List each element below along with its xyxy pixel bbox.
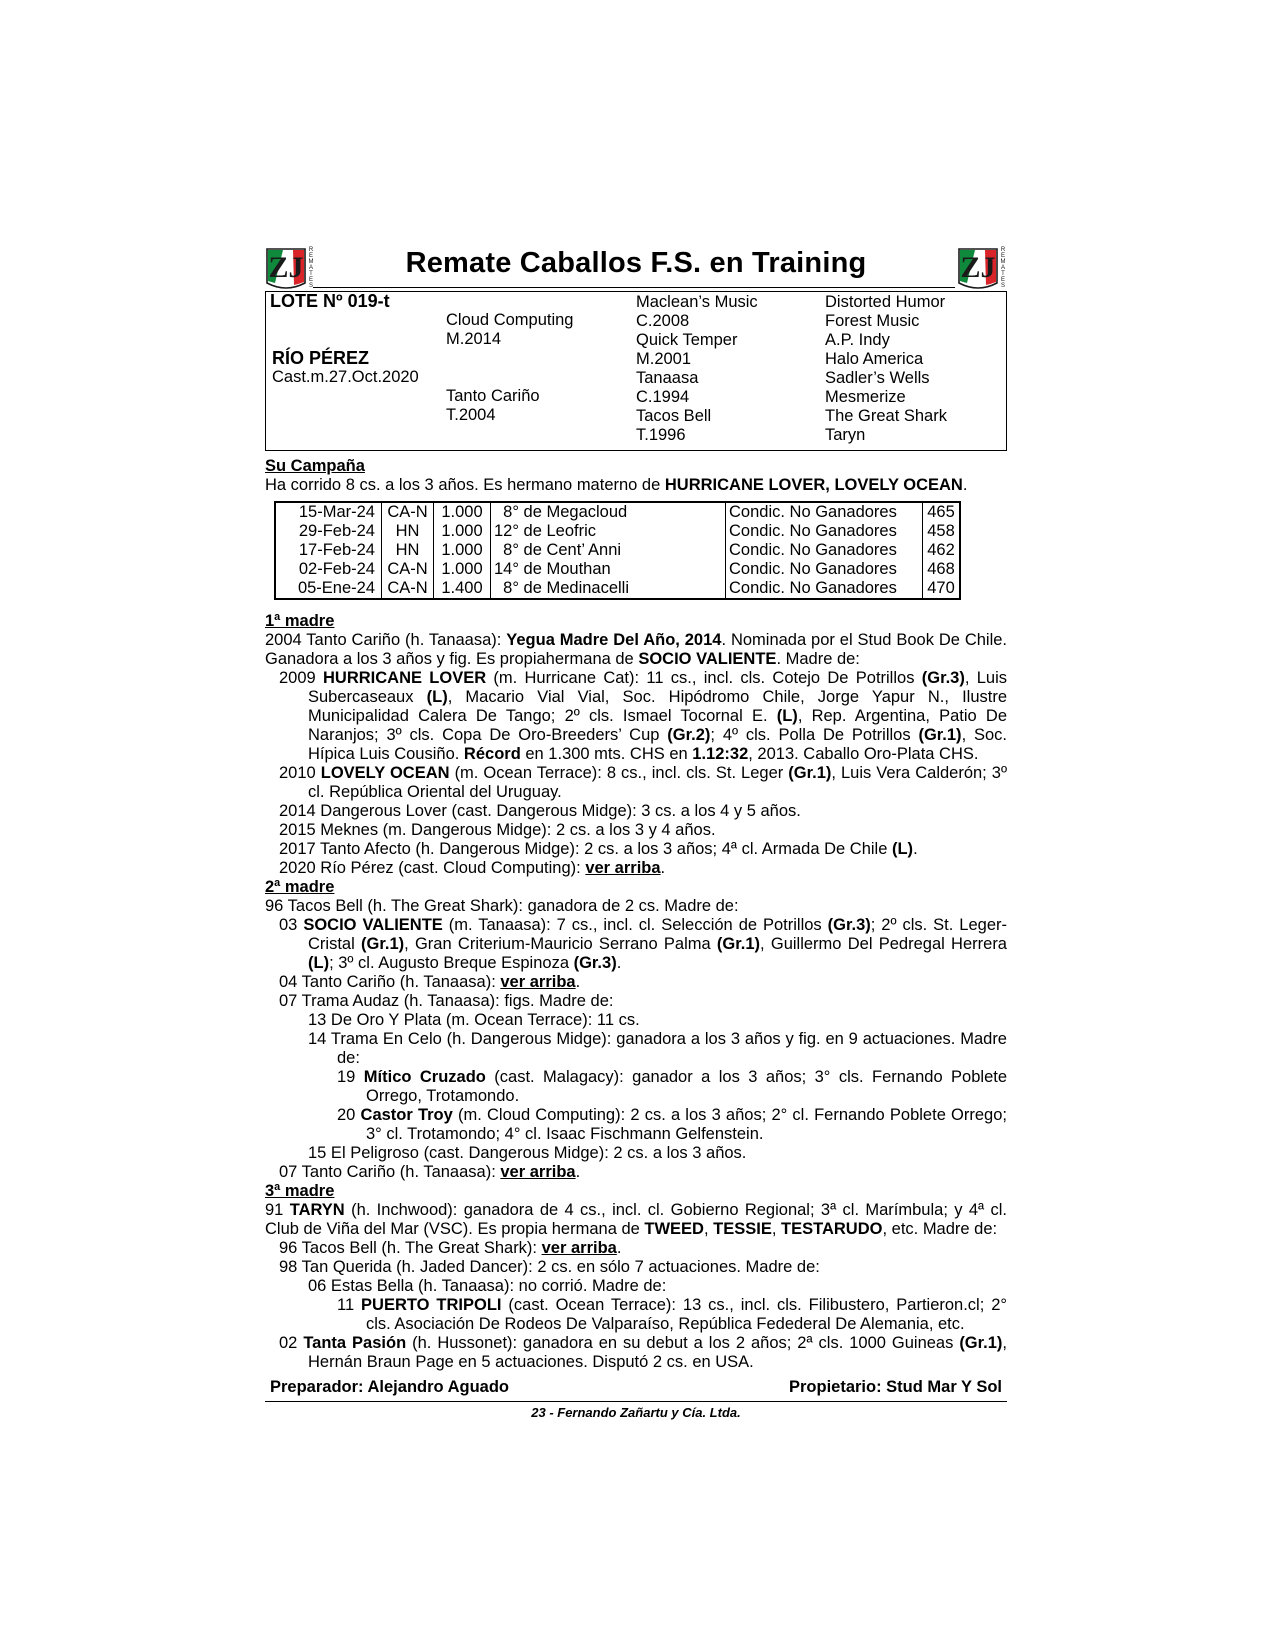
svg-text:ZJ: ZJ — [268, 251, 304, 284]
produce-entry: 13 De Oro Y Plata (m. Ocean Terrace): 11 cs. — [308, 1011, 640, 1029]
third-dam-heading: 3ª madre — [265, 1182, 335, 1200]
campaign-heading: Su Campaña — [265, 457, 365, 475]
produce-entry: 14 Trama En Celo (h. Dangerous Midge): ganadora a los 3 años y fig. en 9 actuaciones. Madre de: — [308, 1030, 1007, 1067]
produce-entry: 2017 Tanto Afecto (h. Dangerous Midge): 2 cs. a los 3 años; 4ª cl. Armada De Chile (L). — [279, 840, 918, 858]
ver-arriba-link[interactable]: ver arriba — [585, 859, 661, 877]
race-date: 05-Ene-24 — [297, 579, 375, 597]
svg-text:T: T — [1001, 271, 1005, 277]
third-dam-section — [265, 1182, 1007, 1372]
produce-entry: 19 Mítico Cruzado (cast. Malagacy): ganador a los 3 años; 3° cls. Fernando Poblete Orrego, Trotamondo. — [337, 1068, 1008, 1105]
svg-text:E: E — [1000, 253, 1006, 259]
grandparent-1: Distorted Humor — [825, 293, 946, 311]
trainer: Preparador: Alejandro Aguado — [270, 1378, 509, 1396]
race-distance: 1.000 — [434, 522, 491, 541]
svg-text:M: M — [308, 259, 314, 265]
svg-text:S: S — [1000, 283, 1006, 289]
sire-dam: Quick Temper — [636, 331, 738, 349]
title-underline — [313, 287, 955, 288]
sire-name: Cloud Computing — [446, 311, 574, 329]
produce-entry: 11 PUERTO TRIPOLI (cast. Ocean Terrace): 13 cs., incl. cls. Filibustero, Partieron.cl; 2° cls. Asociación De Rodeos De Valparaíso, República Fedederal De Alemania, etc. — [337, 1296, 1007, 1333]
produce-entry: 02 Tanta Pasión (h. Hussonet): ganadora en su debut a los 2 años; 2ª cls. 1000 Guineas (Gr.1), Hernán Braun Page en 5 actuaciones. Disputó 2 cs. en USA. — [279, 1334, 1008, 1371]
sire-year: M.2014 — [446, 330, 502, 348]
produce-entry: 03 SOCIO VALIENTE (m. Tanaasa): 7 cs., incl. cl. Selección de Potrillos (Gr.3); 2º cls. St. Leger-Cristal (Gr.1), Gran Criterium-Mauricio Serrano Palma (Gr.1), Guillermo Del Pedregal Herrera (L); 3º cl. Augusto Breque Espinoza (Gr.3). — [279, 916, 1007, 972]
race-placing: 8° de Medinacelli — [491, 579, 726, 599]
lot-number: LOTE Nº 019-t — [270, 291, 390, 311]
svg-text:T: T — [309, 271, 313, 277]
page-header — [265, 243, 1007, 291]
race-date: 15-Mar-24 — [298, 503, 375, 521]
race-weight: 458 — [923, 522, 961, 541]
race-track: CA-N — [382, 560, 434, 579]
race-date: 02-Feb-24 — [298, 560, 375, 578]
race-date: 17-Feb-24 — [298, 541, 375, 559]
dam-dam: Tacos Bell — [636, 407, 712, 425]
produce-entry: 07 Trama Audaz (h. Tanaasa): figs. Madre de: — [279, 992, 614, 1010]
race-track: HN — [382, 541, 434, 560]
logo-side-text — [309, 247, 314, 289]
footer-rule — [265, 1401, 1007, 1402]
horse-name: RÍO PÉREZ — [272, 348, 370, 368]
svg-text:E: E — [308, 277, 314, 283]
race-track: CA-N — [382, 579, 434, 599]
produce-entry: 2009 HURRICANE LOVER (m. Hurricane Cat): 11 cs., incl. cls. Cotejo De Potrillos (Gr.3), Luis Subercaseaux (L), Macario Vial Vial, Soc. Hipódromo Chile, Jorge Yapur N., Ilustre Municipalidad Calera De Tango; 2º cls. Ismael Tocornal E. (L), Rep. Argentina, Patio De Naranjos; 3º cls. Copa De Oro-Breeders’ Cup (Gr.2); 4º cls. Polla De Potrillos (Gr.1), Soc. Hípica Luis Cousiño. Récord en 1.300 mts. CHS en 1.12:32, 2013. Caballo Oro-Plata CHS. — [279, 669, 1008, 763]
catalog-page — [265, 243, 1007, 1420]
sire-dam-year: M.2001 — [636, 350, 692, 368]
svg-text:ZJ: ZJ — [960, 251, 996, 284]
dam-dam-year: T.1996 — [636, 426, 686, 444]
horse-description: Cast.m.27.Oct.2020 — [272, 368, 419, 386]
svg-text:A: A — [1000, 265, 1006, 271]
grandparent-3: A.P. Indy — [825, 331, 890, 349]
race-weight: 468 — [923, 560, 961, 579]
race-track: HN — [382, 522, 434, 541]
svg-text:R: R — [1000, 247, 1006, 253]
race-condition: Condic. No Ganadores — [726, 502, 923, 522]
svg-text:E: E — [1000, 277, 1006, 283]
grandparent-5: Sadler’s Wells — [825, 369, 930, 387]
sire-sire-year: C.2008 — [636, 312, 690, 330]
owner: Propietario: Stud Mar Y Sol — [788, 1378, 1002, 1396]
second-dam-heading: 2ª madre — [265, 878, 335, 896]
race-weight: 470 — [923, 579, 961, 599]
produce-entry: 2015 Meknes (m. Dangerous Midge): 2 cs. a los 3 y 4 años. — [279, 821, 716, 839]
produce-entry: 98 Tan Querida (h. Jaded Dancer): 2 cs. en sólo 7 actuaciones. Madre de: — [279, 1258, 820, 1276]
race-distance: 1.000 — [434, 502, 491, 522]
produce-entry: 07 Tanto Cariño (h. Tanaasa): ver arriba. — [279, 1163, 581, 1181]
produce-entry: 04 Tanto Cariño (h. Tanaasa): ver arriba. — [279, 973, 581, 991]
race-condition: Condic. No Ganadores — [726, 522, 923, 541]
second-dam-section — [265, 878, 1007, 1182]
zj-remates-logo-icon — [957, 243, 1007, 291]
race-condition: Condic. No Ganadores — [726, 560, 923, 579]
dam-sire: Tanaasa — [636, 369, 699, 387]
race-placing: 8° de Cent’ Anni — [491, 541, 726, 560]
dam-name: Tanto Cariño — [446, 387, 540, 405]
table-row — [275, 502, 960, 522]
svg-text:M: M — [1000, 259, 1006, 265]
grandparent-4: Halo America — [825, 350, 924, 368]
ver-arriba-link[interactable]: ver arriba — [500, 1163, 576, 1181]
svg-text:E: E — [308, 253, 314, 259]
dam-year: T.2004 — [446, 406, 496, 424]
grandparent-2: Forest Music — [825, 312, 920, 330]
ver-arriba-link[interactable]: ver arriba — [500, 973, 576, 991]
table-row — [275, 541, 960, 560]
produce-entry: 06 Estas Bella (h. Tanaasa): no corrió. Madre de: — [308, 1277, 667, 1295]
race-condition: Condic. No Ganadores — [726, 541, 923, 560]
produce-entry: 96 Tacos Bell (h. The Great Shark): ver arriba. — [279, 1239, 622, 1257]
race-placing: 8° de Megacloud — [491, 502, 726, 522]
race-distance: 1.400 — [434, 579, 491, 599]
pedigree-box — [265, 291, 1007, 451]
grandparent-8: Taryn — [825, 426, 866, 444]
race-distance: 1.000 — [434, 541, 491, 560]
third-dam-intro: 91 TARYN (h. Inchwood): ganadora de 4 cs., incl. cl. Gobierno Regional; 3ª cl. Marímbula; y 4ª cl. Club de Viña del Mar (VSC). Es propia hermana de TWEED, TESSIE, TESTARUDO, etc. Madre de: — [265, 1201, 1008, 1238]
page-footer: 23 - Fernando Zañartu y Cía. Ltda. — [531, 1405, 741, 1420]
race-history-table — [274, 501, 961, 600]
produce-entry: 2014 Dangerous Lover (cast. Dangerous Midge): 3 cs. a los 4 y 5 años. — [279, 802, 801, 820]
race-condition: Condic. No Ganadores — [726, 579, 923, 599]
svg-text:A: A — [308, 265, 314, 271]
ver-arriba-link[interactable]: ver arriba — [541, 1239, 617, 1257]
table-row — [275, 579, 960, 599]
first-dam-intro: 2004 Tanto Cariño (h. Tanaasa): Yegua Madre Del Año, 2014. Nominada por el Stud Book De Chile. Ganadora a los 3 años y fig. Es propiahermana de SOCIO VALIENTE. Madre de: — [265, 631, 1008, 668]
produce-entry: 2020 Río Pérez (cast. Cloud Computing): ver arriba. — [279, 859, 666, 877]
grandparent-6: Mesmerize — [825, 388, 906, 406]
zj-remates-logo-icon — [265, 243, 315, 291]
race-placing: 14° de Mouthan — [491, 560, 726, 579]
race-weight: 462 — [923, 541, 961, 560]
race-placing: 12° de Leofric — [491, 522, 726, 541]
first-dam-section — [265, 612, 1007, 878]
produce-entry: 15 El Peligroso (cast. Dangerous Midge): 2 cs. a los 3 años. — [308, 1144, 747, 1162]
race-date: 29-Feb-24 — [298, 522, 375, 540]
table-row — [275, 560, 960, 579]
produce-entry: 20 Castor Troy (m. Cloud Computing): 2 cs. a los 3 años; 2° cl. Fernando Poblete Orrego; 3° cl. Trotamondo; 4° cl. Isaac Fischmann Gelfenstein. — [337, 1106, 1007, 1143]
campaign-section — [265, 457, 1007, 495]
page-title: Remate Caballos F.S. en Training — [405, 247, 867, 279]
race-distance: 1.000 — [434, 560, 491, 579]
sire-sire: Maclean’s Music — [636, 293, 758, 311]
race-weight: 465 — [923, 502, 961, 522]
grandparent-7: The Great Shark — [825, 407, 947, 425]
second-dam-intro: 96 Tacos Bell (h. The Great Shark): ganadora de 2 cs. Madre de: — [265, 897, 739, 915]
dam-sire-year: C.1994 — [636, 388, 690, 406]
trainer-owner-row — [265, 1377, 1007, 1397]
campaign-summary: Ha corrido 8 cs. a los 3 años. Es hermano materno de HURRICANE LOVER, LOVELY OCEAN. — [265, 476, 968, 494]
svg-text:R: R — [308, 247, 314, 253]
table-row — [275, 522, 960, 541]
produce-entry: 2010 LOVELY OCEAN (m. Ocean Terrace): 8 cs., incl. cls. St. Leger (Gr.1), Luis Vera Calderón; 3º cl. República Oriental del Uruguay. — [279, 764, 1007, 801]
race-track: CA-N — [382, 502, 434, 522]
svg-text:S: S — [308, 283, 314, 289]
first-dam-heading: 1ª madre — [265, 612, 335, 630]
